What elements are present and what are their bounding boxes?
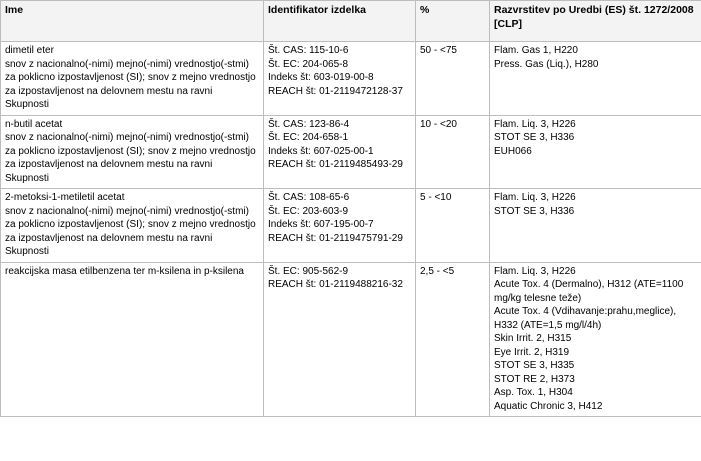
header-row <box>1 1 701 42</box>
classification-cell <box>490 189 701 263</box>
identifier-line: Št. EC: 204-065-8 <box>268 58 349 70</box>
substance-note: snov z nacionalno(-nimi) mejno(-nimi) vrednostjo(-stmi) za poklicno izpostavljenost (SI); snov z mejno vrednostjo za izpostavljenost na delovnem mestu na ravni Skupnosti <box>5 205 256 257</box>
hazard-line: Eye Irrit. 2, H319 <box>494 346 570 358</box>
hazard-line: Skin Irrit. 2, H315 <box>494 333 572 344</box>
substance-name: dimetil eter <box>5 45 54 56</box>
identifier-line: REACH št: 01-2119488216-32 <box>268 279 403 290</box>
substance-cell <box>1 262 264 417</box>
table-row <box>1 42 701 116</box>
identifier-line: Št. CAS: 115-10-6 <box>268 45 349 56</box>
percent-cell: 10 - <20 <box>416 115 490 189</box>
substance-cell <box>1 115 264 189</box>
substance-name: reakcijska masa etilbenzena ter m-ksilena in p-ksilena <box>5 265 244 277</box>
substance-cell <box>1 189 264 263</box>
table-row <box>1 115 701 189</box>
hazard-line: Aquatic Chronic 3, H412 <box>494 400 603 412</box>
identifier-line: Indeks št: 607-195-00-7 <box>268 219 374 230</box>
hazard-line: Asp. Tox. 1, H304 <box>494 387 573 398</box>
hazard-line: Flam. Liq. 3, H226 <box>494 192 576 203</box>
percent-cell: 5 - <10 <box>416 189 490 263</box>
hazard-line: Acute Tox. 4 (Vdihavanje:prahu,meglice), H332 (ATE=1,5 mg/l/4h) <box>494 306 677 331</box>
hazard-line: Flam. Liq. 3, H226 <box>494 118 576 130</box>
header-classification: Razvrstitev po Uredbi (ES) št. 1272/2008 [CLP] <box>490 1 701 42</box>
identifier-line: Št. EC: 905-562-9 <box>268 265 349 277</box>
substance-cell <box>1 42 264 116</box>
substance-name: 2-metoksi-1-metiletil acetat <box>5 192 125 203</box>
header-identifier: Identifikator izdelka <box>264 1 416 42</box>
identifier-line: Št. EC: 203-603-9 <box>268 205 349 217</box>
classification-cell <box>490 115 701 189</box>
hazard-line: Press. Gas (Liq.), H280 <box>494 58 599 70</box>
header-percent: % <box>416 1 490 42</box>
header-name: Ime <box>1 1 264 42</box>
identifier-line: Št. CAS: 123-86-4 <box>268 118 350 130</box>
identifier-line: REACH št: 01-2119485493-29 <box>268 159 403 170</box>
percent-cell: 2,5 - <5 <box>416 262 490 417</box>
identifier-line: Št. CAS: 108-65-6 <box>268 192 350 203</box>
identifier-line: Indeks št: 607-025-00-1 <box>268 145 374 157</box>
substance-name: n-butil acetat <box>5 118 63 130</box>
identifier-line: REACH št: 01-2119475791-29 <box>268 232 403 244</box>
identifier-cell <box>264 42 416 116</box>
table-row <box>1 189 701 263</box>
classification-cell <box>490 42 701 116</box>
classification-cell <box>490 262 701 417</box>
identifier-line: Št. EC: 204-658-1 <box>268 132 349 143</box>
identifier-cell <box>264 262 416 417</box>
percent-cell: 50 - <75 <box>416 42 490 116</box>
hazard-line: EUH066 <box>494 145 532 157</box>
hazard-line: Flam. Liq. 3, H226 <box>494 265 576 277</box>
hazard-line: Flam. Gas 1, H220 <box>494 45 578 56</box>
hazard-line: STOT SE 3, H335 <box>494 360 575 371</box>
hazard-line: STOT SE 3, H336 <box>494 205 575 217</box>
identifier-line: Indeks št: 603-019-00-8 <box>268 72 374 83</box>
substance-note: snov z nacionalno(-nimi) mejno(-nimi) vrednostjo(-stmi) za poklicno izpostavljenost (SI); snov z mejno vrednostjo za izpostavljenost na delovnem mestu na ravni Skupnosti <box>5 58 256 110</box>
hazard-line: STOT SE 3, H336 <box>494 132 575 143</box>
identifier-cell <box>264 189 416 263</box>
hazard-line: Acute Tox. 4 (Dermalno), H312 (ATE=1100 mg/kg telesne teže) <box>494 279 684 304</box>
table-row <box>1 262 701 417</box>
identifier-line: REACH št: 01-2119472128-37 <box>268 85 403 97</box>
identifier-cell <box>264 115 416 189</box>
substance-note: snov z nacionalno(-nimi) mejno(-nimi) vrednostjo(-stmi) za poklicno izpostavljenost (SI); snov z mejno vrednostjo za izpostavljenost na delovnem mestu na ravni Skupnosti <box>5 132 256 184</box>
hazard-line: STOT RE 2, H373 <box>494 373 575 385</box>
